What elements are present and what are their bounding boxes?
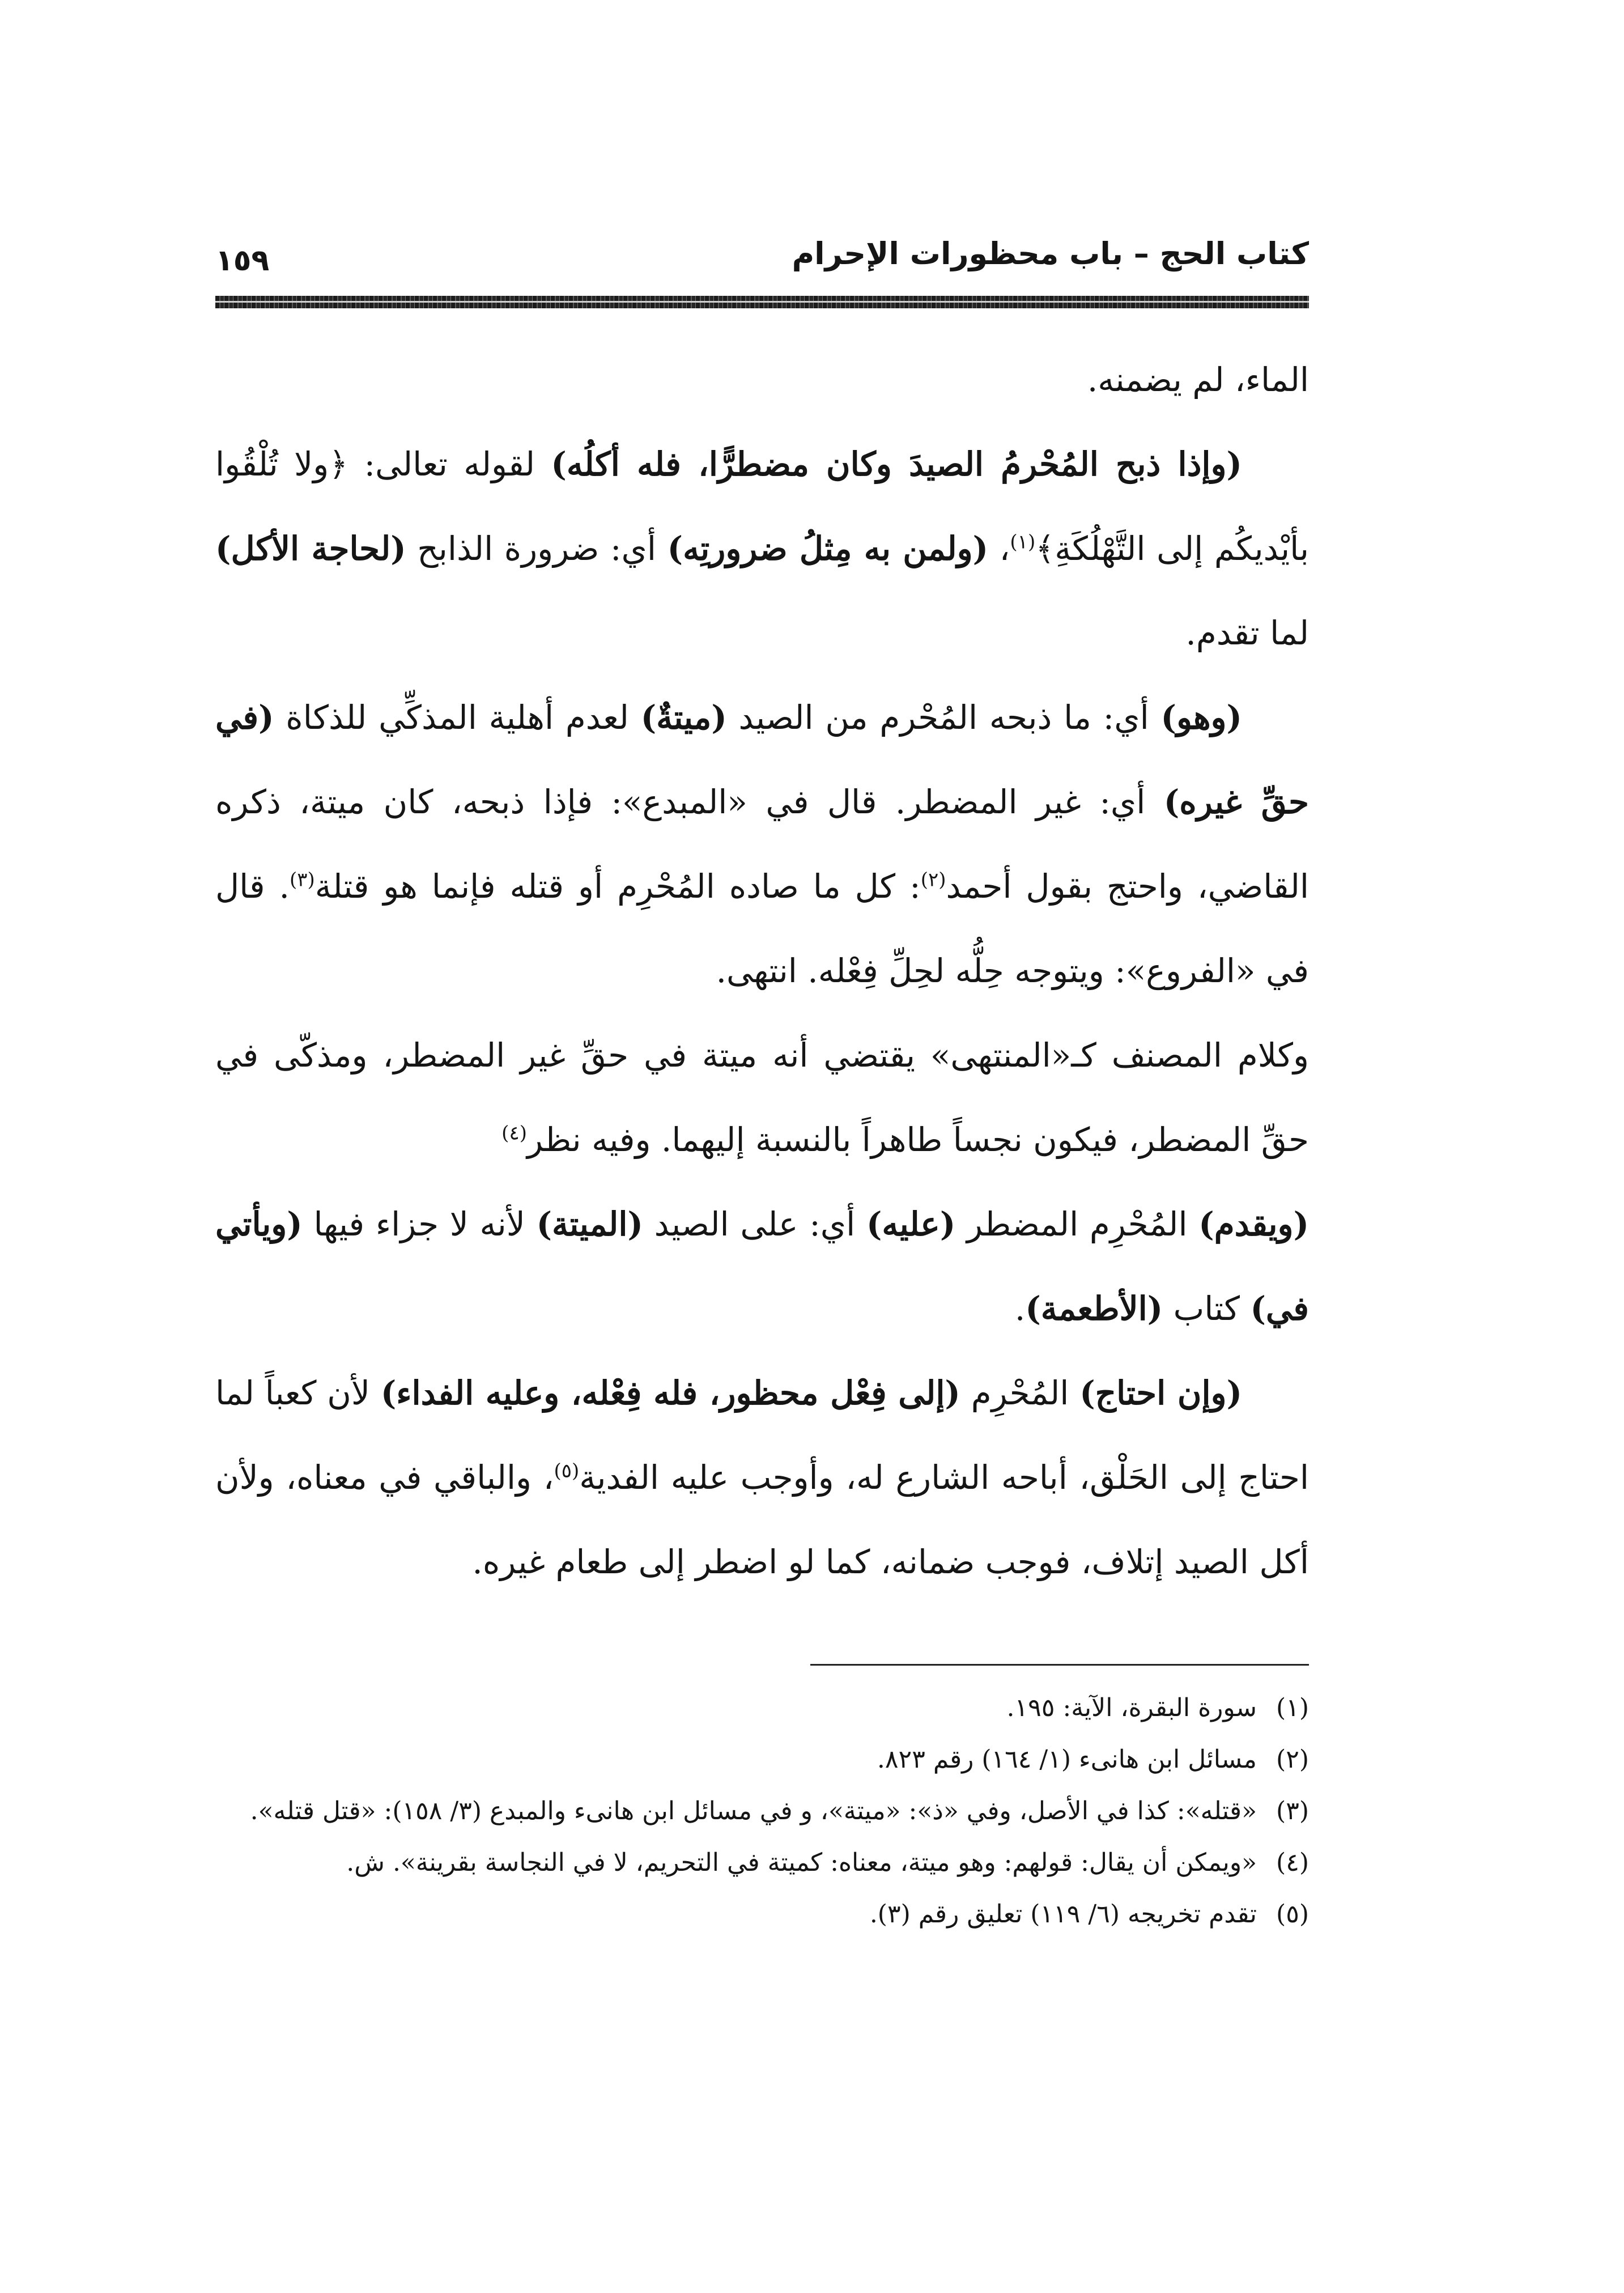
matn-text: (ولمن به مِثلُ ضرورتِه) xyxy=(667,529,989,568)
matn-text: (الأطعمة) xyxy=(1025,1289,1163,1328)
footnote-2 xyxy=(215,1734,1309,1785)
paragraph-5: (ويقدم) المُحْرِم المضطر (عليه) أي: على الصيد (الميتة) لأنه لا جزاء فيها (ويأتي في) كتاب (الأطعمة). xyxy=(215,1205,1310,1328)
footnote-ref-5[interactable]: (٥) xyxy=(554,1459,580,1483)
paragraph-6: (وإن احتاج) المُحْرِم (إلى فِعْل محظور، فله فِعْله، وعليه الفداء) لأن كعباً لما احتاج إلى الحَلْق، أباحه الشارع له، وأوجب عليه الفدية$^{(٥)}$، والباقي في معناه، ولأن أكل الصيد إتلاف، فوجب ضمانه، كما لو اضطر إلى طعام غيره. xyxy=(215,1374,1309,1581)
footnote-text: مسائل ابن هانىء (١/ ١٦٤) رقم ٨٢٣. xyxy=(877,1745,1257,1774)
footnote-ref-1[interactable]: (١) xyxy=(1010,530,1036,554)
footnote-text: «قتله»: كذا في الأصل، وفي «ذ»: «ميتة»، و في مسائل ابن هانىء والمبدع (٣/ ١٥٨): «قتل قتله». xyxy=(250,1797,1257,1825)
matn-text: (في حقِّ غيره) xyxy=(215,698,1309,821)
matn-text: (الميتة) xyxy=(536,1205,643,1243)
footnote-number: (١) xyxy=(1276,1693,1309,1722)
paragraph-3: (وهو) أي: ما ذبحه المُحْرم من الصيد (ميتةٌ) لعدم أهلية المذكِّي للذكاة (في حقِّ غيره) أي: غير المضطر. قال في «المبدع»: فإذا ذبحه، كان ميتة، ذكره القاضي، واحتج بقول أحمد$^{(٢)}$: كل ما صاده المُحْرِم أو قتله فإنما هو قتلة$^{(٣)}$. قال في «الفروع»: ويتوجه حِلُّه لحِلِّ فِعْله. انتهى. xyxy=(215,698,1310,990)
chapter-title: كتاب الحج – باب محظورات الإحرام xyxy=(792,236,1309,271)
footnote-5 xyxy=(215,1888,1309,1940)
main-text xyxy=(215,338,1309,1604)
header-divider xyxy=(215,296,1309,308)
footnote-1 xyxy=(215,1682,1309,1734)
matn-text: (ويأتي في) xyxy=(215,1205,1309,1328)
matn-text: (عليه) xyxy=(866,1205,956,1243)
matn-text: (وهو) xyxy=(1160,698,1242,737)
footnote-text: سورة البقرة، الآية: ١٩٥. xyxy=(1006,1693,1257,1722)
running-header xyxy=(215,227,1309,312)
matn-text: (وإذا ذبح المُحْرمُ الصيدَ وكان مضطرًّا، فله أكلُه) xyxy=(551,445,1242,483)
matn-text: (إلى فِعْل محظور، فله فِعْله، وعليه الفداء) xyxy=(380,1374,960,1412)
footnote-number: (٤) xyxy=(1276,1848,1309,1877)
footnote-number: (٢) xyxy=(1276,1745,1309,1774)
footnote-4 xyxy=(215,1837,1309,1888)
paragraph-2: (وإذا ذبح المُحْرمُ الصيدَ وكان مضطرًّا، فله أكلُه) لقوله تعالى: ﴿ولا تُلْقُوا بأيْديكُم إلى التَّهْلُكَةِ﴾$^{(١)}$، (ولمن به مِثلُ ضرورتِه) أي: ضرورة الذابح (لحاجة الأكل) لما تقدم. xyxy=(215,445,1309,652)
paragraph-1: الماء، لم يضمنه. xyxy=(1087,360,1309,399)
footnote-ref-4[interactable]: (٤) xyxy=(501,1122,527,1145)
page-number: ١٥٩ xyxy=(215,244,270,278)
footnote-number: (٥) xyxy=(1276,1900,1309,1929)
footnote-text: تقدم تخريجه (٦/ ١١٩) تعليق رقم (٣). xyxy=(869,1900,1257,1929)
matn-text: (لحاجة الأكل) xyxy=(215,529,406,568)
footnote-3 xyxy=(215,1785,1309,1837)
footnote-number: (٣) xyxy=(1276,1797,1309,1825)
quran-verse: ﴿ولا تُلْقُوا بأيْديكُم إلى التَّهْلُكَةِ﴾ xyxy=(215,445,1309,568)
footnotes xyxy=(215,1682,1309,1940)
matn-text: (ويقدم) xyxy=(1198,1205,1310,1243)
footnote-ref-2[interactable]: (٢) xyxy=(920,868,946,891)
footnote-divider xyxy=(810,1664,1309,1666)
matn-text: (وإن احتاج) xyxy=(1079,1374,1243,1412)
footnote-text: «ويمكن أن يقال: قولهم: وهو ميتة، معناه: كميتة في التحريم، لا في النجاسة بقرينة». ش. xyxy=(346,1848,1257,1877)
paragraph-4: وكلام المصنف كـ«المنتهى» يقتضي أنه ميتة في حقِّ غير المضطر، ومذكّى في حقِّ المضطر، فيكون نجساً طاهراً بالنسبة إليهما. وفيه نظر$^{(٤)}$ xyxy=(215,1036,1309,1159)
matn-text: (ميتةٌ) xyxy=(640,698,727,737)
footnote-ref-3[interactable]: (٣) xyxy=(289,868,315,891)
